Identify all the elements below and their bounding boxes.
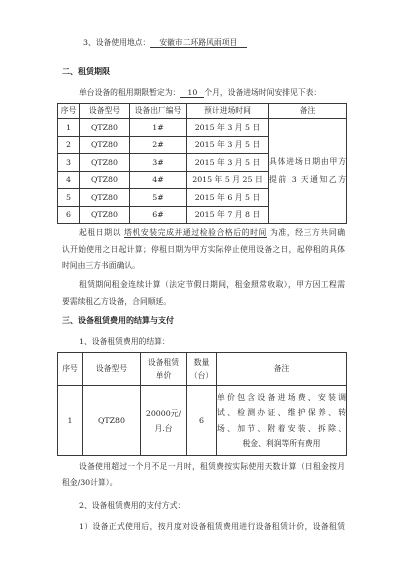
fee-remark-line: 场、加节、附着安装、拆除、 [217, 423, 346, 433]
header-unit-price-line: 设备租赁 [147, 358, 180, 367]
schedule-remark-line: 提前 3 天通知乙方 [269, 175, 346, 184]
lease-months-value: 10 [180, 88, 204, 98]
row-serial: 2# [130, 137, 187, 154]
unit-price-line: 20000元/ [145, 408, 182, 418]
header-quantity-line: （台） [189, 371, 214, 380]
fee-remark-line: 试、检测办证、维护保养、转 [217, 408, 346, 417]
partial-month-line1: 设备使用超过一个月不足一月时，租赁费按实际使用天数计算（日租金按月 [79, 462, 345, 471]
row-no: 1 [58, 119, 80, 137]
row-model: QTZ80 [80, 189, 130, 207]
row-entry-date: 2015 年 3 月 5 日 [187, 119, 269, 137]
row-serial: 4# [130, 172, 187, 189]
row-serial: 3# [130, 154, 187, 172]
header-cell-quantity [187, 353, 217, 386]
row-entry-date: 2015 年 5 月 25 日 [187, 172, 269, 189]
header-cell-model: 设备型号 [83, 353, 141, 386]
start-clause-line3: 时间由三方书面确认。 [62, 261, 140, 270]
row-model: QTZ80 [80, 119, 130, 137]
header-cell-unit-price [141, 353, 187, 386]
location-line [83, 38, 247, 48]
row-entry-date: 2015 年 6 月 5 日 [187, 189, 269, 207]
intro-text-after: 个月，设备进场时间安排见下表： [204, 88, 322, 97]
lease-term-intro [79, 88, 321, 98]
fee-remark-cell [217, 386, 347, 456]
fee-remark-line: 单价包含设备进场费、安装调 [217, 392, 346, 402]
intro-text-before: 单台设备的租用期限暂定为： [79, 88, 181, 97]
row-no: 6 [58, 207, 80, 224]
table-row [58, 119, 347, 137]
header-cell-serial: 设备出厂编号 [130, 104, 187, 119]
row-entry-date: 2015 年 3 月 5 日 [187, 137, 269, 154]
header-quantity-line: 数量 [193, 358, 210, 367]
row-model: QTZ80 [80, 172, 130, 189]
entry-schedule-table [57, 103, 347, 224]
row-model: QTZ80 [80, 154, 130, 172]
table-row [58, 386, 347, 456]
header-cell-entry-date: 预计进场时间 [187, 104, 269, 119]
table-header-row [58, 353, 347, 386]
fee-table [57, 352, 347, 456]
start-clause-after: 为准，经三方共同确 [270, 228, 346, 237]
payment-item-1: 1）设备正式使用后，按月度对设备租赁费用进行设备租赁计价，设备租赁 [79, 522, 345, 531]
location-label: 3、设备使用地点： [83, 38, 151, 47]
fee-remark-line: 税金、利润等所有费用 [242, 439, 321, 448]
start-clause-before: 起租日期以 [79, 228, 122, 237]
header-cell-remark: 备注 [269, 104, 347, 119]
settlement-subheading-1: 1、设备租赁费用的结算： [79, 337, 170, 346]
continuous-clause-line1: 租赁期间租金连续计算（法定节假日期间，租金照常收取），甲方因工程需 [79, 280, 345, 289]
start-clause-line1 [79, 228, 345, 238]
header-cell-model: 设备型号 [80, 104, 130, 119]
table-header-row [58, 104, 347, 119]
section-heading-lease-term: 二、租赁期限 [62, 67, 110, 76]
schedule-remark-cell [269, 119, 347, 224]
row-no: 2 [58, 137, 80, 154]
row-entry-date: 2015 年 3 月 5 日 [187, 154, 269, 172]
row-serial: 1# [130, 119, 187, 137]
header-cell-remark: 备注 [217, 353, 347, 386]
location-value: 安徽市二环路风雨项目 [150, 38, 247, 48]
settlement-subheading-2: 2、设备租赁费用的支付方式： [79, 501, 186, 510]
row-model: QTZ80 [80, 207, 130, 224]
start-clause-underlined: 塔机安装完成并通过检验合格后的时间 [124, 228, 267, 237]
section-heading-settlement: 三、设备租赁费用的结算与支付 [62, 316, 174, 325]
start-clause-line2: 认开始使用之日起计算；停租日期为甲方实际停止使用设备之日，起停租的具体 [62, 245, 345, 254]
continuous-clause-line2: 要需续租乙方设备，合同顺延。 [62, 297, 172, 306]
row-serial: 5# [130, 189, 187, 207]
row-no: 3 [58, 154, 80, 172]
row-no: 5 [58, 189, 80, 207]
row-entry-date: 2015 年 7 月 8 日 [187, 207, 269, 224]
unit-price-line: 月.台 [154, 423, 173, 433]
header-cell-no: 序号 [58, 353, 83, 386]
row-quantity: 6 [187, 386, 217, 456]
schedule-remark-line: 具体进场日期由甲方 [269, 157, 346, 166]
row-no: 1 [58, 386, 83, 456]
header-unit-price-line: 单价 [155, 371, 172, 380]
partial-month-line2: 租金/30计算）。 [62, 478, 118, 487]
row-model: QTZ80 [80, 137, 130, 154]
row-unit-price [141, 386, 187, 456]
row-serial: 6# [130, 207, 187, 224]
row-model: QTZ80 [83, 386, 141, 456]
header-cell-no: 序号 [58, 104, 80, 119]
row-no: 4 [58, 172, 80, 189]
